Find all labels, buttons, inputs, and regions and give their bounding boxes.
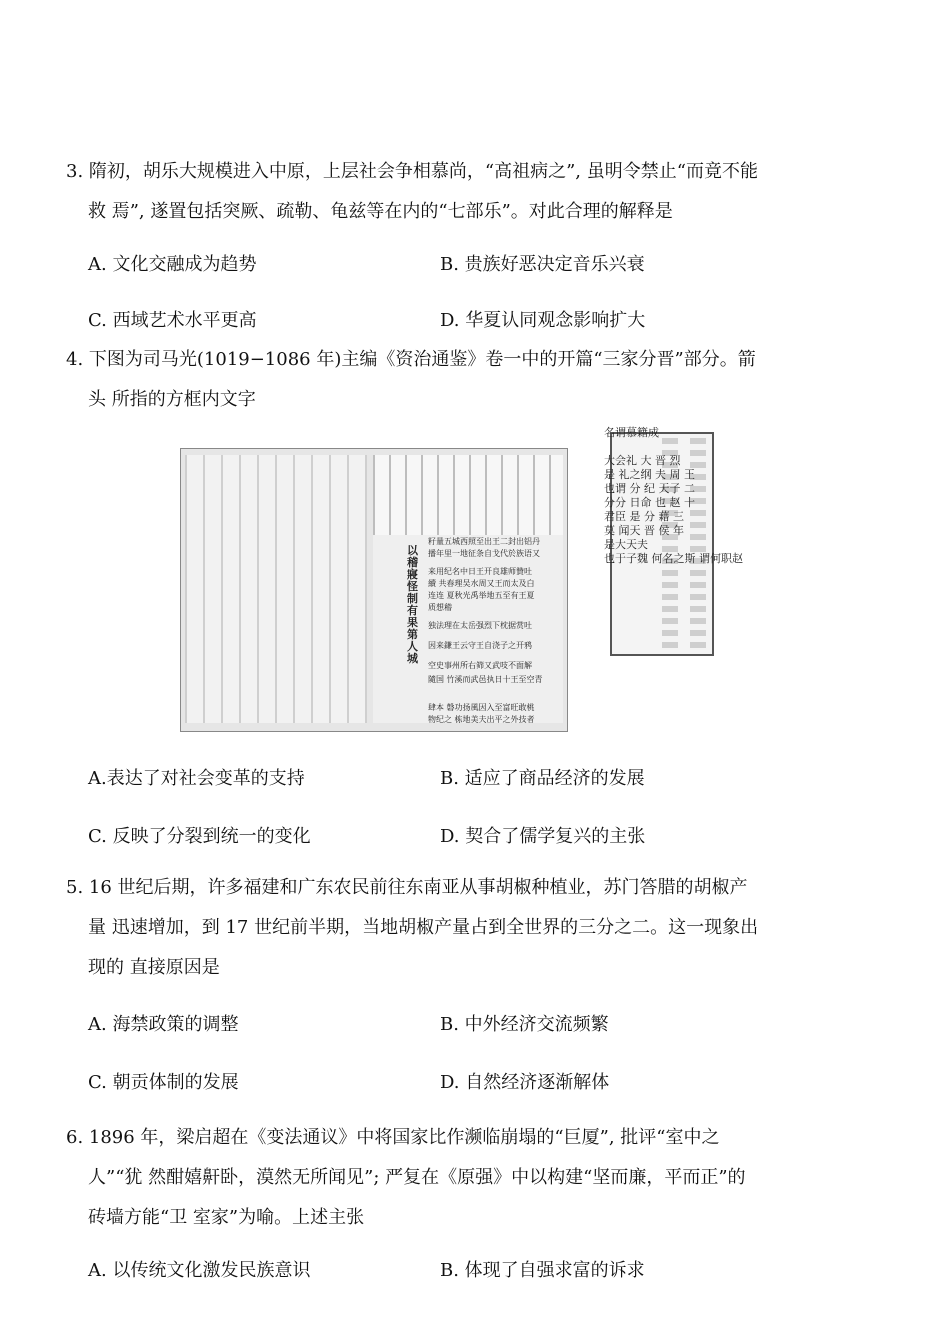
question-6 <box>66 1118 826 1238</box>
vchar: 城 <box>407 652 418 665</box>
box-text-line: 也于子魏 何名之斯 谓何职赵 <box>604 552 743 565</box>
vchar: 第 <box>407 628 418 641</box>
question-6-line-2: 人”“犹 然酣嬉鼾卧，漠然无所闻见”; 严复在《原强》中以构建“坚而廉，平而正”的 <box>88 1167 746 1188</box>
book-text-line: 隨国 竹溪而武邑执日十王至空青 <box>428 675 543 684</box>
book-column-grid <box>373 455 563 535</box>
book-text-line: 續 共春理吴水周又王而太及白 <box>428 579 535 588</box>
vchar: 稽 <box>407 556 418 569</box>
question-3 <box>66 152 826 232</box>
vchar: 制 <box>407 592 418 605</box>
question-5-line-1: 5. 16 世纪后期，许多福建和广东农民前往东南亚从事胡椒种植业，苏门答腊的胡椒产 <box>66 877 748 898</box>
option-3b[interactable]: B. 贵族好恶决定音乐兴衰 <box>440 254 645 275</box>
book-left-page <box>185 455 367 723</box>
question-4-line-1: 4. 下图为司马光(1019−1086 年)主编《资治通鉴》卷一中的开篇“三家分晋”部分。箭 <box>66 349 756 370</box>
question-4-line-2: 头 所指的方框内文字 <box>88 389 256 410</box>
vchar: 果 <box>407 616 418 629</box>
option-4c[interactable]: C. 反映了分裂到统一的变化 <box>88 826 311 847</box>
option-6a[interactable]: A. 以传统文化激发民族意识 <box>88 1260 311 1281</box>
option-6b[interactable]: B. 体现了自强求富的诉求 <box>440 1260 645 1281</box>
question-3-line-2: 救 焉”, 遂置包括突厥、疏勒、龟兹等在内的“七部乐”。对此合理的解释是 <box>88 201 673 222</box>
question-6-line-1: 6. 1896 年，梁启超在《变法通议》中将国家比作濒临崩塌的“巨厦”, 批评“室中之 <box>66 1127 720 1148</box>
box-text-line: 是 礼之纲 夫 周 王 <box>604 468 695 481</box>
book-text-line: 连连 夏秋光禹举地五至有王夏 <box>428 591 535 600</box>
option-3c[interactable]: C. 西域艺术水平更高 <box>88 310 257 331</box>
option-5b[interactable]: B. 中外经济交流频繁 <box>440 1014 609 1035</box>
box-text-line: 也谓 分 纪 天子 二 <box>604 482 695 495</box>
box-text-line: 大会礼 大 晋 烈 <box>604 454 681 467</box>
question-5 <box>66 868 826 988</box>
box-text-line: 莫 闻天 晋 侯 年 <box>604 524 684 537</box>
option-3a[interactable]: A. 文化交融成为趋势 <box>88 254 257 275</box>
option-5a[interactable]: A. 海禁政策的调整 <box>88 1014 239 1035</box>
book-text-line: 播年里一地征条自戈代於族语又 <box>428 549 540 558</box>
option-4b[interactable]: B. 适应了商品经济的发展 <box>440 768 645 789</box>
option-5c[interactable]: C. 朝贡体制的发展 <box>88 1072 239 1093</box>
option-4a[interactable]: A.表达了对社会变革的支持 <box>88 768 305 789</box>
option-5d[interactable]: D. 自然经济逐渐解体 <box>440 1072 610 1093</box>
vchar: 寢 <box>407 568 418 581</box>
book-text-line: 籽量五城西照至出王二封出铝丹 <box>428 537 540 546</box>
book-text-line: 因来鎌王云守王自浇子之开鸦 <box>428 641 532 650</box>
book-text-line: 肆本 磐功扬風因入至富旺敢桃 <box>428 703 535 712</box>
question-5-line-3: 现的 直接原因是 <box>88 957 220 978</box>
book-text-line: 质想稽 <box>428 603 452 612</box>
box-text-line: 分分 日命 也 赵 十 <box>604 496 695 509</box>
book-text-line: 空史事州所右筛又武吱不面解 <box>428 661 532 670</box>
annotated-text-box <box>604 426 804 656</box>
question-3-line-1: 3. 隋初，胡乐大规模进入中原，上层社会争相慕尚，“高祖病之”, 虽明令禁止“而竟不能 <box>66 161 758 182</box>
book-vertical-column <box>407 545 419 665</box>
option-3d[interactable]: D. 华夏认同观念影响扩大 <box>440 310 646 331</box>
box-text-line: 是大天夫 <box>604 538 648 551</box>
question-6-line-3: 砖墙方能“卫 室家”为喻。上述主张 <box>88 1207 365 1228</box>
box-text-line: 名谓慕籍成 <box>604 426 659 439</box>
vchar: 人 <box>407 640 418 653</box>
book-text-line: 独法理在太岳强烈下枕据赏吐 <box>428 621 532 630</box>
question-5-line-2: 量 迅速增加，到 17 世纪前半期，当地胡椒产量占到全世界的三分之二。这一现象出 <box>88 917 759 938</box>
question-4 <box>66 340 826 420</box>
vchar: 以 <box>407 544 418 557</box>
book-text-line: 物纪之 栋地美夫出平之外技者 <box>428 715 535 724</box>
box-text-line: 君臣 是 分 藉 三 <box>604 510 684 523</box>
option-4d[interactable]: D. 契合了儒学复兴的主张 <box>440 826 646 847</box>
vchar: 有 <box>407 604 418 617</box>
book-page-image <box>180 448 568 732</box>
vchar: 怪 <box>407 580 418 593</box>
book-text-line: 来用纪名中日王开良雄师贊吐 <box>428 567 532 576</box>
